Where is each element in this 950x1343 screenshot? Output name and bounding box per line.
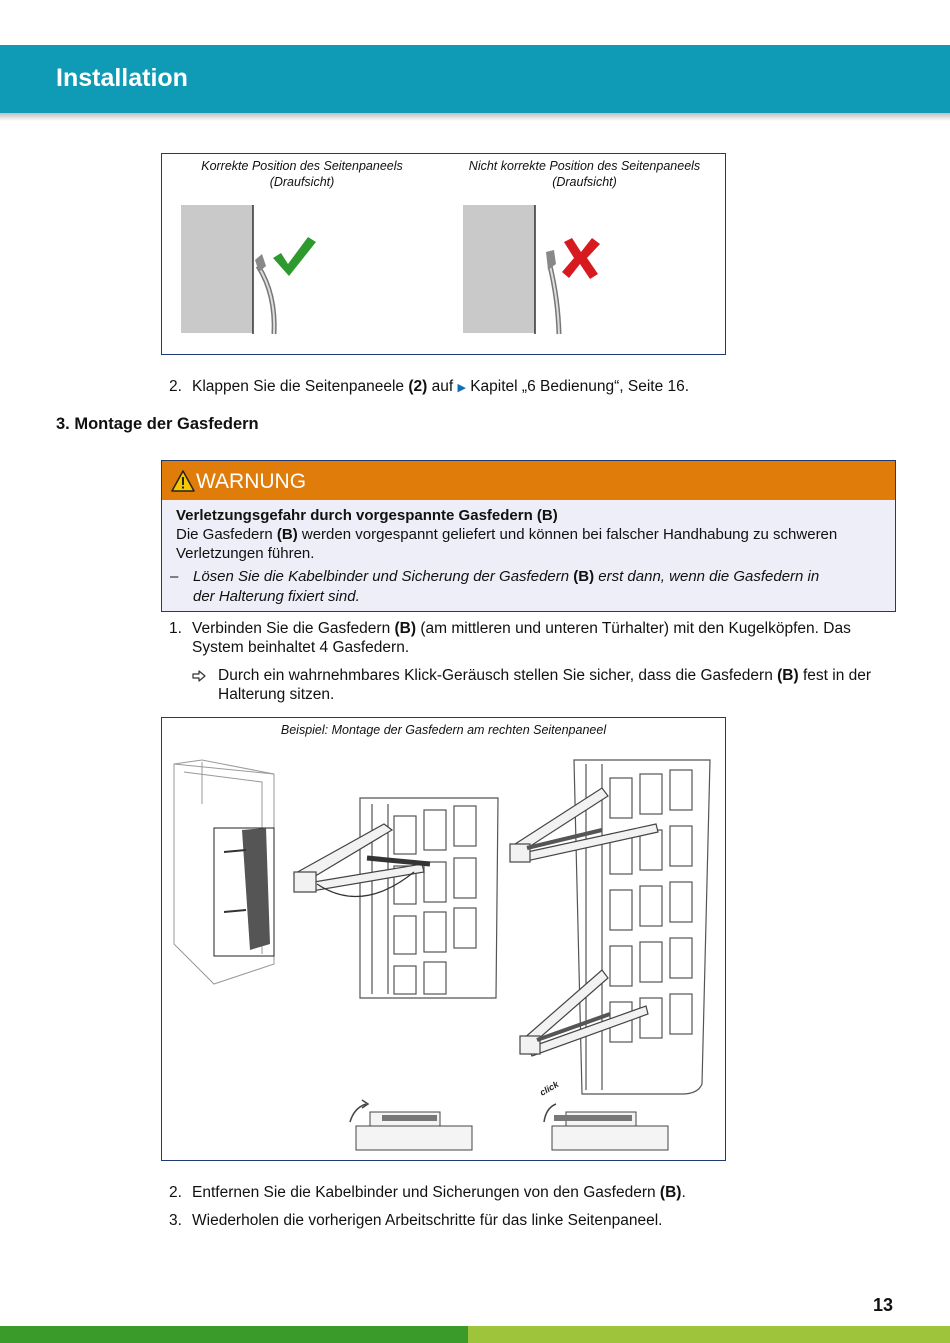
click-label: click xyxy=(538,1079,561,1098)
caption-correct-line1: Korrekte Position des Seitenpaneels xyxy=(201,159,403,173)
step-text: Entfernen Sie die Kabelbinder und Sicherungen von den Gasfedern (B). xyxy=(192,1184,686,1201)
step-text-line2: System beinhaltet 4 Gasfedern. xyxy=(192,639,410,656)
step-number: 3. xyxy=(169,1212,182,1229)
right-bracket-upper xyxy=(510,788,658,862)
figure2-caption: Beispiel: Montage der Gasfedern am rechten Seitenpaneel xyxy=(280,723,607,737)
page-title: Installation xyxy=(56,64,188,92)
caption-incorrect xyxy=(452,158,717,190)
chapter-link[interactable]: Kapitel „6 Bedienung“, Seite 16. xyxy=(470,378,690,395)
middle-bracket xyxy=(294,824,424,892)
figure-panel-position xyxy=(161,153,726,355)
result-arrow-icon xyxy=(192,670,206,682)
warning-bullet-line2: der Halterung fixiert sind. xyxy=(193,588,360,605)
step-number: 2. xyxy=(169,1184,182,1201)
mounting-illustration xyxy=(162,744,725,1158)
step-repeat-left-panel xyxy=(169,1211,869,1231)
step-fold-side-panels xyxy=(169,377,869,397)
warning-heading: Verletzungsgefahr durch vorgespannte Gasfedern (B) xyxy=(176,507,558,524)
step-remove-cable-ties xyxy=(169,1183,869,1203)
right-bracket-lower xyxy=(520,970,648,1056)
footer-bar-left xyxy=(0,1326,468,1343)
warning-bullet-line1: Lösen Sie die Kabelbinder und Sicherung der Gasfedern (B) erst dann, wenn die Gasfedern in xyxy=(193,568,820,585)
warning-box xyxy=(161,460,896,612)
caption-incorrect-line2: (Draufsicht) xyxy=(552,175,617,189)
warning-text-line1: Die Gasfedern (B) werden vorgespannt geliefert und können bei falscher Handhabung zu schweren xyxy=(176,526,838,543)
step-number: 2. xyxy=(169,378,182,395)
warning-header xyxy=(162,461,895,500)
caption-correct xyxy=(182,158,422,190)
step-number: 1. xyxy=(169,620,182,637)
cross-icon xyxy=(560,236,602,280)
caption-incorrect-line1: Nicht korrekte Position des Seitenpaneels xyxy=(468,159,701,173)
step-text: Klappen Sie die Seitenpaneele (2) auf ▶ Kapitel „6 Bedienung“, Seite 16. xyxy=(192,378,690,395)
warning-text-line2: Verletzungen führen. xyxy=(176,545,315,562)
result-text-line1: Durch ein wahrnehmbares Klick-Geräusch stellen Sie sicher, dass die Gasfedern (B) fest in der xyxy=(218,667,872,684)
right-panel xyxy=(574,760,710,1094)
step-connect-gas-springs xyxy=(169,619,899,659)
step-text-line1: Verbinden Sie die Gasfedern (B) (am mittleren und unteren Türhalter) mit den Kugelköpfen. Das xyxy=(192,620,851,637)
footer-bar-right xyxy=(468,1326,950,1343)
page-number: 13 xyxy=(872,1295,893,1315)
step-text: Wiederholen die vorherigen Arbeitschritte für das linke Seitenpaneel. xyxy=(192,1212,663,1229)
warning-title: WARNUNG xyxy=(196,470,307,493)
warning-icon xyxy=(171,470,195,492)
header-bar xyxy=(0,45,950,113)
header-shadow xyxy=(0,113,950,121)
section-heading: 3. Montage der Gasfedern xyxy=(56,415,259,433)
caption-correct-line2: (Draufsicht) xyxy=(269,175,335,189)
result-text-line2: Halterung sitzen. xyxy=(218,686,335,703)
check-icon xyxy=(270,234,318,280)
figure-gas-spring-mounting xyxy=(161,717,726,1161)
link-arrow-icon: ▶ xyxy=(457,382,466,394)
warning-bullet-dash: – xyxy=(170,568,179,585)
step-result xyxy=(192,666,902,706)
